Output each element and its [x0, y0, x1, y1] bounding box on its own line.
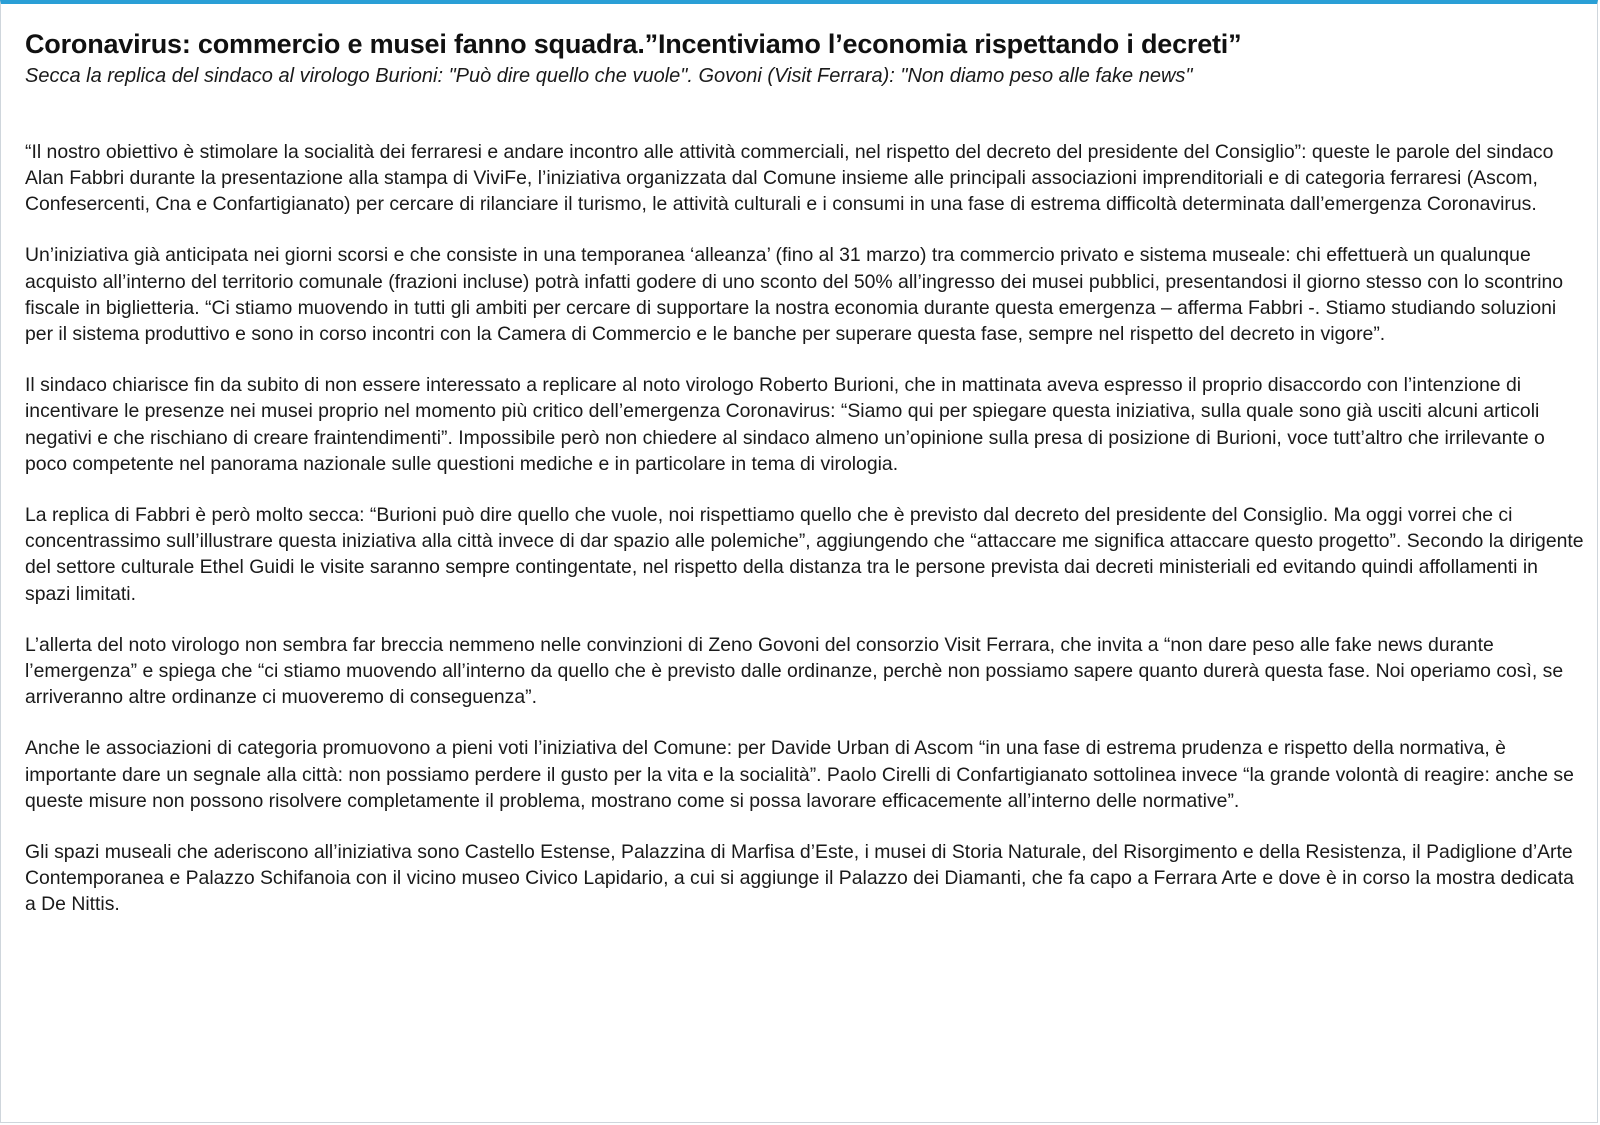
article-paragraph-4: La replica di Fabbri è però molto secca: “Burioni può dire quello che vuole, noi rispettiamo quello che è previsto dal decreto del presidente del Consiglio. Ma oggi vorrei che ci concentrassimo sull’illustrare questa iniziativa alla città invece di dar spazio alle polemiche”, aggiungendo che “attaccare me significa attaccare questo progetto”. Secondo la dirigente del settore culturale Ethel Guidi le visite saranno sempre contingentate, nel rispetto della distanza tra le persone prevista dai decreti ministeriali ed evitando quindi affollamenti in spazi limitati.: [25, 503, 1584, 605]
article-paragraph-7: Gli spazi museali che aderiscono all’iniziativa sono Castello Estense, Palazzina di Marfisa d’Este, i musei di Storia Naturale, del Risorgimento e della Resistenza, il Padiglione d’Arte Contemporanea e Palazzo Schifanoia con il vicino museo Civico Lapidario, a cui si aggiunge il Palazzo dei Diamanti, che fa capo a Ferrara Arte e dove è in corso la mostra dedicata a De Nittis.: [25, 841, 1574, 916]
article-body: [25, 139, 1585, 918]
article-subheadline: Secca la replica del sindaco al virologo Burioni: "Può dire quello che vuole". Govoni (Visit Ferrara): "Non diamo peso alle fake news": [25, 64, 1193, 87]
article-paragraph-6: Anche le associazioni di categoria promuovono a pieni voti l’iniziativa del Comune: per Davide Urban di Ascom “in una fase di estrema prudenza e rispetto della normativa, è importante dare un segnale alla città: non possiamo perdere il gusto per la vita e la socialità”. Paolo Cirelli di Confartigianato sottolinea invece “la grande volontà di reagire: anche se queste misure non possono risolvere completamente il problema, mostrano come si possa lavorare efficacemente all’interno delle normative”.: [25, 737, 1574, 812]
article: [25, 28, 1585, 943]
article-paragraph-2: Un’iniziativa già anticipata nei giorni scorsi e che consiste in una temporanea ‘alleanza’ (fino al 31 marzo) tra commercio privato e sistema museale: chi effettuerà un qualunque acquisto all’interno del territorio comunale (frazioni incluse) potrà infatti godere di uno sconto del 50% all’ingresso dei musei pubblici, presentandosi il giorno stesso con lo scontrino fiscale in biglietteria. “Ci stiamo muovendo in tutti gli ambiti per cercare di supportare la nostra economia durante questa emergenza – afferma Fabbri -. Stiamo studiando soluzioni per il sistema produttivo e sono in corso incontri con la Camera di Commercio e le banche per superare questa fase, sempre nel rispetto del decreto in vigore”.: [25, 244, 1564, 345]
article-paragraph-1: “Il nostro obiettivo è stimolare la socialità dei ferraresi e andare incontro alle attività commerciali, nel rispetto del decreto del presidente del Consiglio”: queste le parole del sindaco Alan Fabbri durante la presentazione alla stampa di ViviFe, l’iniziativa organizzata dal Comune insieme alle principali associazioni imprenditoriali e di categoria ferraresi (Ascom, Confesercenti, Cna e Confartigianato) per cercare di rilanciare il turismo, le attività culturali e i consumi in una fase di estrema difficoltà determinata dall’emergenza Coronavirus.: [25, 140, 1554, 216]
article-headline: Coronavirus: commercio e musei fanno squadra.”Incentiviamo l’economia rispettando i decreti”: [25, 29, 1242, 59]
article-paragraph-3: Il sindaco chiarisce fin da subito di non essere interessato a replicare al noto virologo Roberto Burioni, che in mattinata aveva espresso il proprio disaccordo con l’intenzione di incentivare le presenze nei musei proprio nel momento più critico dell’emergenza Coronavirus: “Siamo qui per spiegare questa iniziativa, sulla quale sono già usciti alcuni articoli negativi e che rischiano di creare fraintendimenti”. Impossibile però non chiedere al sindaco almeno un’opinione sulla presa di posizione di Burioni, voce tutt’altro che irrilevante o poco competente nel panorama nazionale sulle questioni mediche e in particolare in tema di virologia.: [25, 374, 1545, 475]
article-paragraph-5: L’allerta del noto virologo non sembra far breccia nemmeno nelle convinzioni di Zeno Govoni del consorzio Visit Ferrara, che invita a “non dare peso alle fake news durante l’emergenza” e spiega che “ci stiamo muovendo all’interno da quello che è previsto dalle ordinanze, perchè non possiamo sapere quanto durerà questa fase. Noi operiamo così, se arriveranno altre ordinanze ci muoveremo di conseguenza”.: [25, 633, 1564, 709]
